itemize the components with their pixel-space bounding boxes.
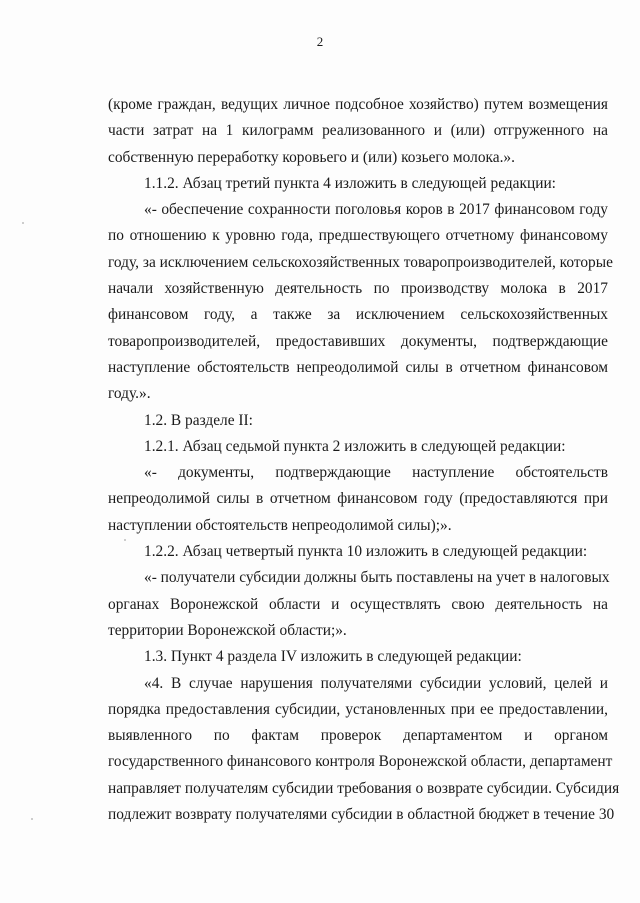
page-number: 2 xyxy=(316,34,324,49)
text-line: части затрат на 1 килограмм реализованного и (или) отгруженного на xyxy=(108,122,608,140)
text-line: начали хозяйственную деятельность по производству молока в 2017 xyxy=(108,280,608,298)
paragraph xyxy=(108,671,620,829)
scan-speck xyxy=(22,222,24,224)
text-line: «- получатели субсидии должны быть поставлены на учет в налоговых xyxy=(144,569,610,587)
paragraph xyxy=(108,565,608,644)
text-line: направляет получателям субсидии требования о возврате субсидии. Субсидия xyxy=(108,779,620,797)
paragraph xyxy=(108,539,608,565)
text-line: государственного финансового контроля Воронежской области, департамент xyxy=(108,753,613,771)
scan-speck xyxy=(124,539,126,541)
text-line: по отношению к уровню года, предшествующего отчетному финансовому xyxy=(108,227,608,245)
text-line: 1.2.1. Абзац седьмой пункта 2 изложить в следующей редакции: xyxy=(144,437,566,455)
text-line: товаропроизводителей, предоставивших документы, подтверждающие xyxy=(108,332,608,350)
text-line: территории Воронежской области;». xyxy=(108,621,347,639)
text-line: подлежит возврату получателями субсидии в областной бюджет в течение 30 xyxy=(108,806,615,824)
text-line: порядка предоставления субсидии, установленных при ее предоставлении, xyxy=(108,700,608,718)
paragraph xyxy=(108,460,608,539)
text-line: «- обеспечение сохранности поголовья коров в 2017 финансовом году xyxy=(144,201,608,219)
paragraph xyxy=(108,644,608,670)
paragraph xyxy=(108,408,608,434)
paragraph xyxy=(108,434,608,460)
paragraph xyxy=(108,92,608,171)
text-line: 1.1.2. Абзац третий пункта 4 изложить в следующей редакции: xyxy=(144,174,556,192)
paragraph xyxy=(108,171,608,197)
text-line: году.». xyxy=(108,385,151,403)
text-line: наступление обстоятельств непреодолимой силы в отчетном финансовом xyxy=(108,358,608,376)
paragraph xyxy=(108,197,613,407)
text-line: выявленного по фактам проверок департаментом и органом xyxy=(108,727,608,745)
document-body xyxy=(108,92,620,828)
text-line: «- документы, подтверждающие наступление обстоятельств xyxy=(144,464,608,482)
text-line: органах Воронежской области и осуществлять свою деятельность на xyxy=(108,595,608,613)
text-line: собственную переработку коровьего и (или) козьего молока.». xyxy=(108,148,515,166)
text-line: 1.3. Пункт 4 раздела IV изложить в следующей редакции: xyxy=(144,648,522,666)
text-line: году, за исключением сельскохозяйственных товаропроизводителей, которые xyxy=(108,253,613,271)
text-line: финансовом году, а также за исключением сельскохозяйственных xyxy=(108,306,608,324)
text-line: (кроме граждан, ведущих личное подсобное хозяйство) путем возмещения xyxy=(108,96,608,113)
text-line: непреодолимой силы в отчетном финансовом году (предоставляются при xyxy=(108,490,608,508)
text-line: 1.2.2. Абзац четвертый пункта 10 изложить в следующей редакции: xyxy=(144,543,588,561)
scan-speck xyxy=(31,818,33,820)
text-line: наступлении обстоятельств непреодолимой силы);». xyxy=(108,516,452,534)
text-line: «4. В случае нарушения получателями субсидии условий, целей и xyxy=(144,674,608,692)
text-line: 1.2. В разделе II: xyxy=(144,411,253,429)
